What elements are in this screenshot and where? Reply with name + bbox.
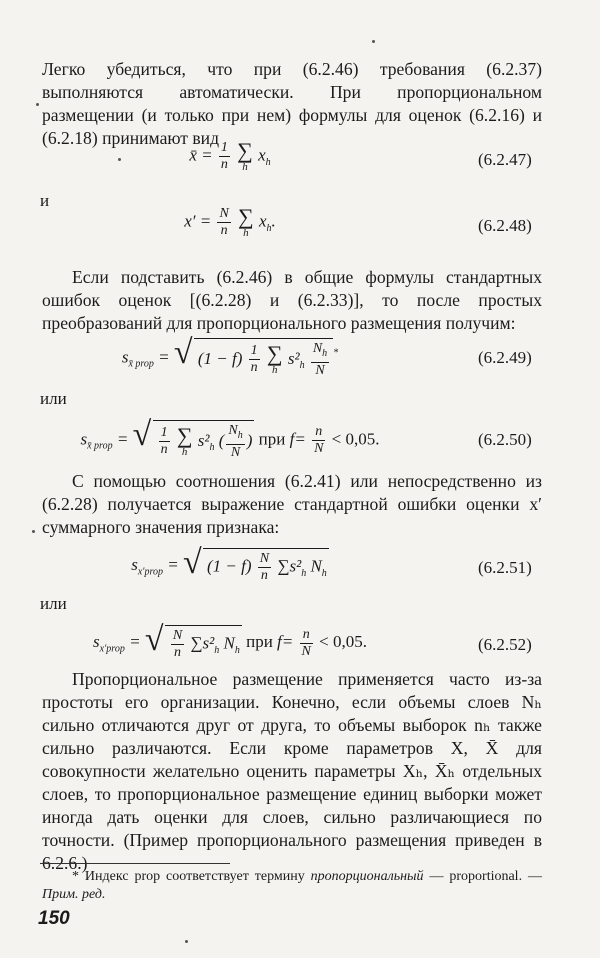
formula-body: $s_{x'prop}$ = √ (1 − f) $\frac{N}{n}$ $\sum s^2_h$ $N_h$ (131, 544, 327, 583)
scan-speck (36, 103, 39, 106)
paragraph-proportional: Пропорциональное размещение применяется часто из-за простоты его организации. Конечно, если объемы слоев Nₕ сильно отличаются друг от друга, то объемы выборок nₕ также сильно различаются. Если кроме параметров X, X̄ для совокупности желательно оценить параметры Xₕ, X̄ₕ отдельных слоев, то пропорциональное размещение единиц выборки может иногда дать оценки для слоев, сильно различающиеся по точности. (Пример пропорционального размещения приведен в 6.2.6.) (42, 669, 542, 873)
footnote-term: пропорциональный (310, 869, 424, 884)
equation-number: (6.2.52) (478, 635, 532, 654)
formula-body: $s_{x̄ prop}$ = √ (1 − f) $\frac{1}{n}$ ∑ h $s^2_h$ $\frac{N_h}{N}$ * (121, 334, 339, 378)
eq-sign: = (158, 347, 170, 367)
paragraph-intro: Легко убедиться, что при (6.2.46) требования (6.2.37) выполняются автоматически. При пропорциональном размещении (и только при нем) формулы для оценок (6.2.16) и (6.2.18) принимают вид (42, 59, 542, 148)
equation-number: (6.2.48) (478, 216, 532, 235)
footnote-lead: * Индекс prop соответствует термину (72, 869, 311, 884)
scan-speck (32, 530, 35, 533)
footnote-rule (40, 863, 230, 864)
scan-speck (185, 940, 188, 943)
fraction: $\frac{1}{n}$ (220, 140, 228, 172)
footnote (42, 868, 542, 904)
summation: ∑ h (237, 138, 253, 173)
eq-sign: = (199, 211, 212, 231)
eq-lhs: s (131, 554, 138, 574)
page-number: 150 (38, 908, 70, 929)
eq-sign: = (201, 145, 213, 165)
formula-body: $s_{x'prop}$ = √ $\frac{N}{n}$ $\sum s^2_h$ $N_h$ при f= $\frac{n}{N}$ < 0,05. (93, 621, 367, 660)
equation-number: (6.2.47) (478, 150, 532, 169)
square-root: √ $\frac{1}{n}$ ∑ h $s^2_h$ ( $\frac{N_h}{N}$ ) (132, 416, 253, 460)
fraction: $\frac{N}{n}$ (219, 206, 229, 238)
eq-lhs: s (80, 429, 88, 449)
term-subscript: h (266, 222, 272, 234)
eq-sign: = (116, 429, 129, 449)
eq-sign: = (167, 554, 179, 574)
scan-speck (118, 158, 121, 161)
word-and: и (40, 191, 50, 210)
square-root: √ (1 − f) $\frac{N}{n}$ $\sum s^2_h$ $N_h$ (182, 544, 327, 583)
formula-body (0, 140, 460, 173)
word-or: или (40, 594, 67, 613)
equation-6-2-49 (0, 334, 600, 378)
eq-sign: = (129, 631, 141, 651)
equation-number: (6.2.49) (478, 348, 532, 367)
eq-lhs: x′ (184, 211, 196, 231)
scan-speck (372, 40, 375, 43)
equation-6-2-51 (0, 544, 600, 584)
eq-lhs: s (121, 347, 129, 367)
word-or: или (40, 389, 67, 408)
eq-lhs: x̄ (189, 145, 197, 165)
formula-body: x′ = $\frac{N}{n}$ ∑ h $x_h$. (184, 204, 276, 239)
equation-6-2-50 (0, 416, 600, 460)
footnote-marker: * (333, 347, 339, 359)
equation-6-2-47 (0, 140, 600, 176)
formula-body: $s_{x̄ prop}$ = √ $\frac{1}{n}$ ∑ h $s^2_h$ ( $\frac{N_h}{N}$ ) при f= $\frac{n}{N}$ < 0,05. (80, 416, 380, 460)
term: x (258, 211, 267, 231)
paragraph-total-error: С помощью соотношения (6.2.41) или непосредственно из (6.2.28) получается выражение стандартной ошибки оценки x′ суммарного значения признака: (42, 471, 542, 537)
equation-number: (6.2.50) (478, 430, 532, 449)
equation-6-2-48 (0, 206, 600, 242)
square-root: √ (1 − f) $\frac{1}{n}$ ∑ h $s^2_h$ $\frac{N_h}{N}$ (174, 338, 333, 379)
footnote-rest: — proportional. — (423, 869, 542, 884)
square-root: √ $\frac{N}{n}$ $\sum s^2_h$ $N_h$ (144, 621, 240, 660)
term: x (258, 145, 266, 165)
term-subscript: h (265, 156, 271, 168)
footnote-editor-note: Прим. ред. (42, 887, 106, 902)
equation-6-2-52 (0, 621, 600, 661)
summation: ∑ h (238, 204, 254, 239)
paragraph-errors: Если подставить (6.2.46) в общие формулы стандартных ошибок оценок [(6.2.28) и (6.2.33)], то после простых преобразований для пропорционального размещения получим: (42, 267, 542, 333)
equation-number: (6.2.51) (478, 558, 532, 577)
eq-lhs: s (93, 631, 100, 651)
